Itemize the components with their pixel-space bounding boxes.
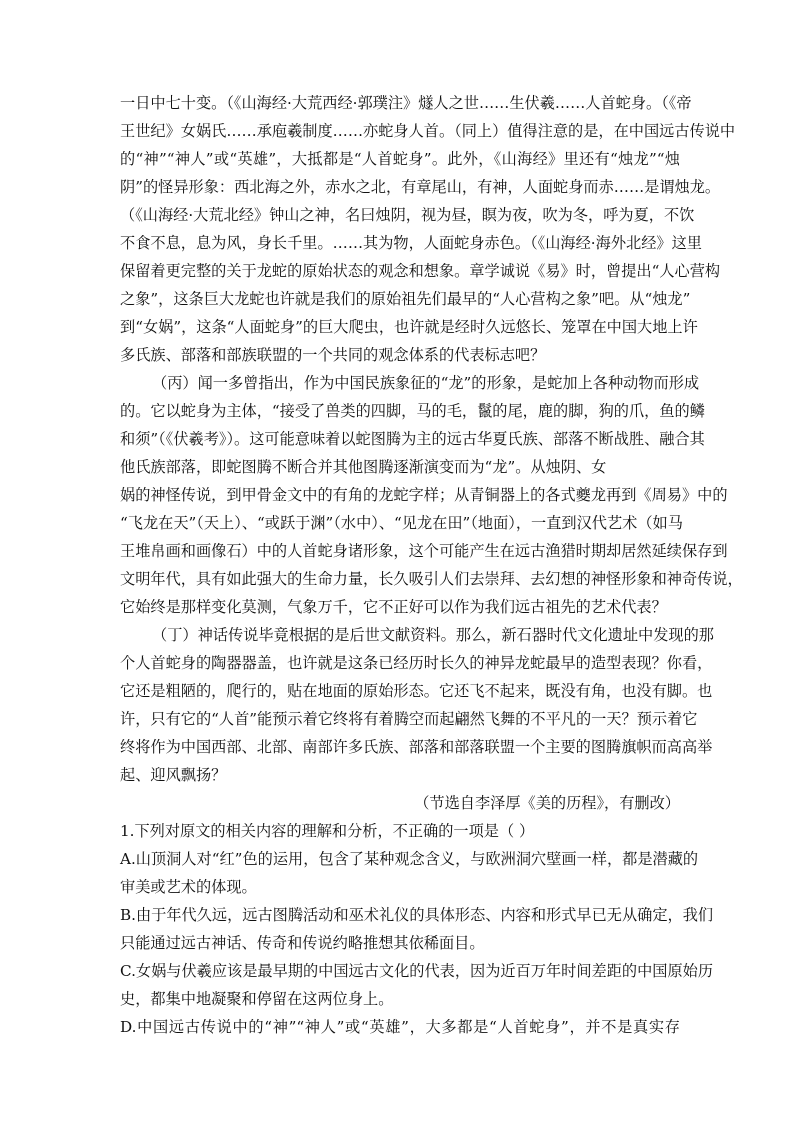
option-c: C.女娲与伏羲应该是最早期的中国远古文化的代表，因为近百万年时间差距的中国原始历 xyxy=(120,962,714,980)
text-line: 个人首蛇身的陶器器盖，也许就是这条已经历时长久的神异龙蛇最早的造型表现？你看， xyxy=(120,654,713,672)
text-line: 保留着更完整的关于龙蛇的原始状态的观念和想象。章学诚说《易》时，曾提出“人心营构 xyxy=(120,262,721,280)
option-b: B.由于年代久远，远古图腾活动和巫术礼仪的具体形态、内容和形式早已无从确定，我们 xyxy=(120,906,714,924)
text-line: 的“神”“神人”或“英雄”，大抵都是“人首蛇身”。此外，《山海经》里还有“烛龙”“烛 xyxy=(120,150,680,168)
text-line: 文明年代，具有如此强大的生命力量，长久吸引人们去崇拜、去幻想的神怪形象和神奇传说， xyxy=(120,570,743,588)
text-line: 到“女娲”，这条“人面蛇身”的巨大爬虫，也许就是经时久远悠长、笼罩在中国大地上许 xyxy=(120,318,698,336)
paragraph-bing-start: （丙）闻一多曾指出，作为中国民族象征的“龙”的形象，是蛇加上各种动物而形成 xyxy=(152,374,700,392)
text-line: 王世纪》女娲氏……承庖羲制度……亦蛇身人首。（同上）值得注意的是，在中国远古传说中 xyxy=(120,122,736,140)
option-b-cont: 只能通过远古神话、传奇和传说约略推想其依稀面目。 xyxy=(120,934,485,952)
text-line: 娲的神怪传说，到甲骨金文中的有角的龙蛇字样；从青铜器上的各式夔龙再到《周易》中的 xyxy=(120,486,728,504)
text-line: 阴”的怪异形象：西北海之外，赤水之北，有章尾山，有神，人面蛇身而赤……是谓烛龙。 xyxy=(120,178,721,196)
text-line: “飞龙在天”（天上）、“或跃于渊”（水中）、“见龙在田”（地面），一直到汉代艺术（如马 xyxy=(120,514,683,532)
text-line: （《山海经·大荒北经》钟山之神，名曰烛阴，视为昼，瞑为夜，吹为冬，呼为夏，不饮 xyxy=(120,206,695,224)
option-d: D.中国远古传说中的“神”“神人”或“英雄”，大多都是“人首蛇身”，并不是真实存 xyxy=(120,1018,680,1036)
text-line: 它还是粗陋的，爬行的，贴在地面的原始形态。它还飞不起来，既没有角，也没有脚。也 xyxy=(120,682,713,700)
option-c-cont: 史，都集中地凝聚和停留在这两位身上。 xyxy=(120,990,394,1008)
text-line: 王堆帛画和画像石）中的人首蛇身诸形象，这个可能产生在远古渔猎时期却居然延续保存到 xyxy=(120,542,728,560)
text-line: 不食不息，息为风，身长千里。……其为物，人面蛇身赤色。（《山海经·海外北经》这里 xyxy=(120,234,702,252)
paragraph-ding-start: （丁）神话传说毕竟根据的是后世文献资料。那么，新石器时代文化遗址中发现的那 xyxy=(152,626,714,644)
option-a: A.山顶洞人对“红”色的运用，包含了某种观念含义，与欧洲洞穴壁画一样，都是潜藏的 xyxy=(120,850,699,868)
text-line: 他氏族部落，即蛇图腾不断合并其他图腾逐渐演变而为“龙”。从烛阴、女 xyxy=(120,458,607,476)
text-line: 起、迎风飘扬？ xyxy=(120,766,227,784)
text-line: 多氏族、部落和部族联盟的一个共同的观念体系的代表标志吧？ xyxy=(120,346,546,364)
question-stem: 1.下列对原文的相关内容的理解和分析，不正确的一项是（ ） xyxy=(120,822,535,840)
text-line: 之象”，这条巨大龙蛇也许就是我们的原始祖先们最早的“人心营构之象”吧。从“烛龙” xyxy=(120,290,691,308)
text-line: 一日中七十变。（《山海经·大荒西经·郭璞注》燧人之世……生伏羲……人首蛇身。（《帝 xyxy=(120,94,692,112)
text-line: 的。它以蛇身为主体，“接受了兽类的四脚，马的毛，鬣的尾，鹿的脚，狗的爪，鱼的鳞 xyxy=(120,402,705,420)
text-line: 和须”（《伏羲考》）。这可能意味着以蛇图腾为主的远古华夏氏族、部落不断战胜、融合其 xyxy=(120,430,705,448)
text-line: 它始终是那样变化莫测，气象万千，它不正好可以作为我们远古祖先的艺术代表？ xyxy=(120,598,667,616)
text-line: 许，只有它的“人首”能预示着它终将有着腾空而起翩然飞舞的不平凡的一天？预示着它 xyxy=(120,710,698,728)
option-a-cont: 审美或艺术的体现。 xyxy=(120,878,257,896)
source-citation: （节选自李泽厚《美的历程》，有删改） xyxy=(414,794,680,812)
text-line: 终将作为中国西部、北部、南部许多氏族、部落和部落联盟一个主要的图腾旗帜而高高举 xyxy=(120,738,713,756)
